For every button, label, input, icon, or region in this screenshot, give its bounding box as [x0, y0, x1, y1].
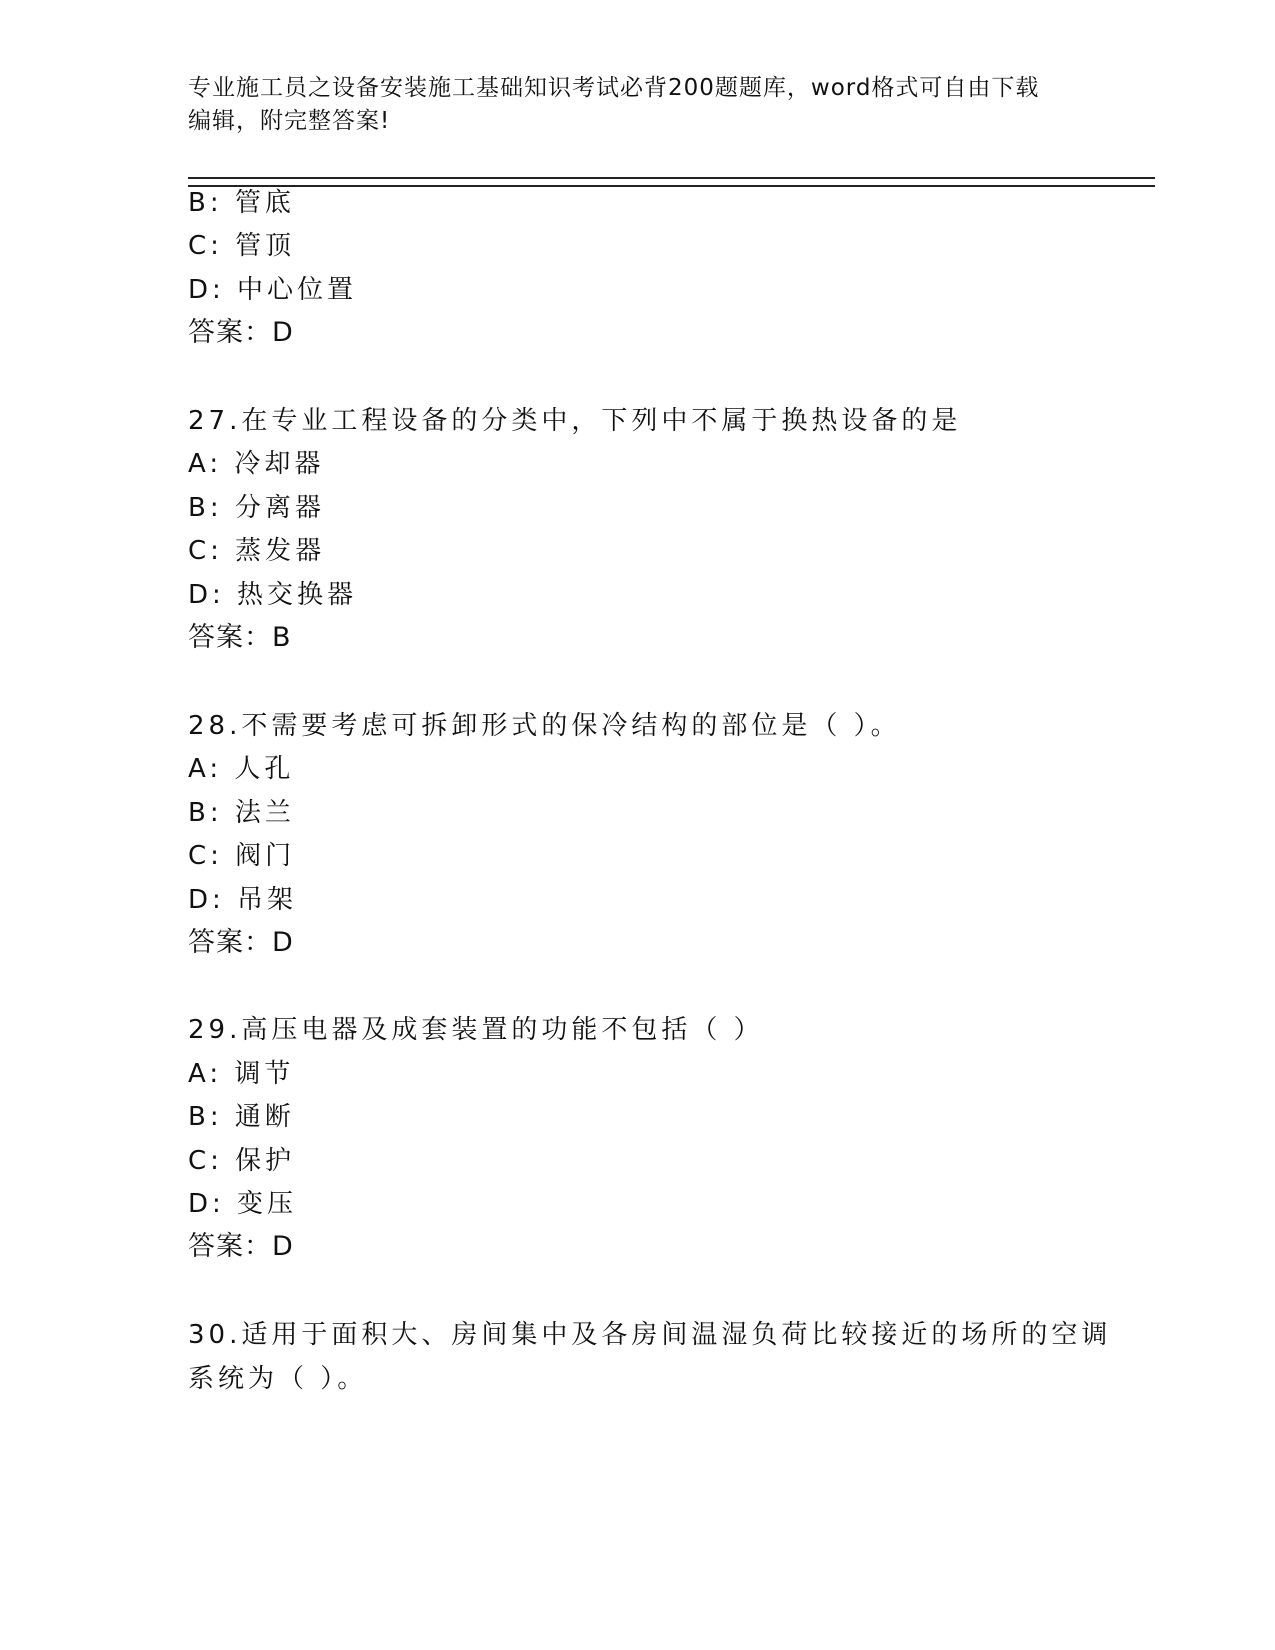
q26-option-d: D: 中心位置	[188, 275, 358, 305]
document-header	[188, 72, 1068, 138]
q28-option-a: A: 人孔	[188, 754, 295, 784]
q26-option-b: B: 管底	[188, 188, 295, 218]
q29-option-d: D: 变压	[188, 1189, 298, 1219]
q26-option-c: C: 管顶	[188, 231, 296, 261]
q27-question: 27.在专业工程设备的分类中，下列中不属于换热设备的是	[188, 406, 962, 436]
q27-option-c: C: 蒸发器	[188, 536, 326, 566]
q27-answer: 答案：B	[188, 622, 292, 653]
q28-option-c: C: 阀门	[188, 841, 296, 871]
q29-option-a: A: 调节	[188, 1059, 295, 1089]
header-divider	[188, 177, 1155, 187]
header-title-line-1: 专业施工员之设备安装施工基础知识考试必背200题题库，word格式可自由下载	[188, 75, 1040, 101]
q27-option-a: A: 冷却器	[188, 449, 325, 479]
header-title-line-2: 编辑，附完整答案!	[188, 108, 391, 134]
q28-option-b: B: 法兰	[188, 798, 295, 828]
q29-option-c: C: 保护	[188, 1146, 296, 1176]
q28-answer: 答案：D	[188, 927, 294, 958]
q29-option-b: B: 通断	[188, 1102, 295, 1132]
q30-question-line-1: 30.适用于面积大、房间集中及各房间温湿负荷比较接近的场所的空调	[188, 1320, 1112, 1350]
q27-option-d: D: 热交换器	[188, 580, 358, 610]
q28-question: 28.不需要考虑可拆卸形式的保冷结构的部位是（ ）。	[188, 711, 901, 741]
q30-question-line-2: 系统为（ ）。	[188, 1364, 368, 1394]
q29-question: 29.高压电器及成套装置的功能不包括（ ）	[188, 1015, 764, 1045]
q28-option-d: D: 吊架	[188, 885, 298, 915]
q27-option-b: B: 分离器	[188, 493, 325, 523]
q29-answer: 答案：D	[188, 1231, 294, 1262]
q26-answer: 答案：D	[188, 317, 294, 348]
